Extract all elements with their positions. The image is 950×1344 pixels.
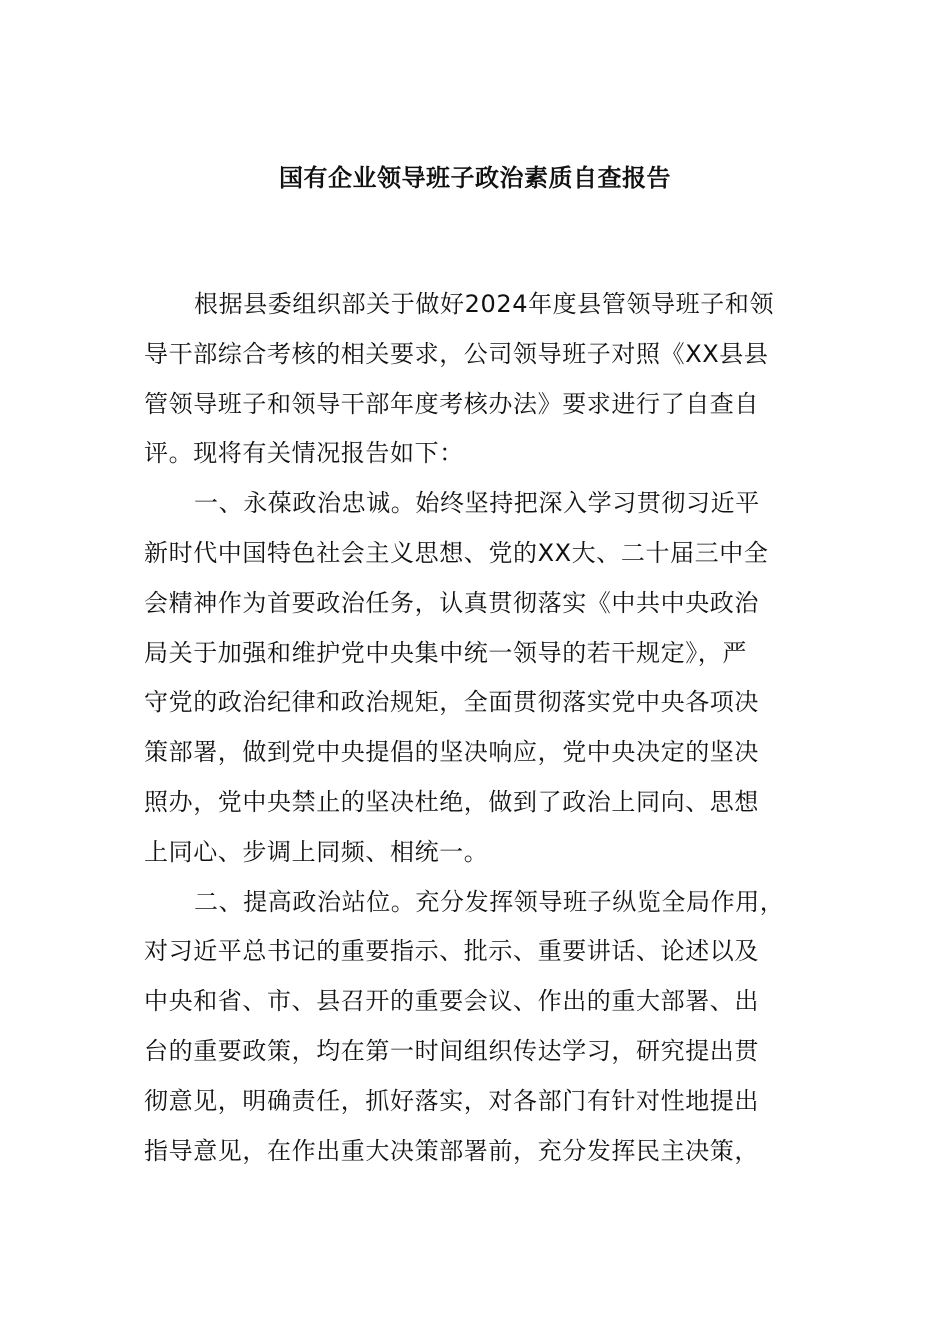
- paragraph-line: 策部署，做到党中央提倡的坚决响应，党中央决定的坚决: [144, 738, 759, 767]
- document-title: 国有企业领导班子政治素质自查报告: [279, 164, 671, 192]
- paragraph-line: 指导意见，在作出重大决策部署前，充分发挥民主决策，: [144, 1136, 759, 1165]
- paragraph-line: 彻意见，明确责任，抓好落实，对各部门有针对性地提出: [144, 1086, 759, 1115]
- paragraph-line: 中央和省、市、县召开的重要会议、作出的重大部署、出: [144, 987, 759, 1016]
- document-body: [144, 280, 834, 1176]
- paragraph-line: 管领导班子和领导干部年度考核办法》要求进行了自查自: [144, 389, 759, 418]
- paragraph-line: 根据县委组织部关于做好2024年度县管领导班子和领: [194, 290, 775, 318]
- paragraph-line: 台的重要政策，均在第一时间组织传达学习，研究提出贯: [144, 1036, 759, 1065]
- paragraph-line: 照办，党中央禁止的坚决杜绝，做到了政治上同向、思想: [144, 787, 759, 816]
- paragraph-line: 会精神作为首要政治任务，认真贯彻落实《中共中央政治: [144, 588, 759, 617]
- paragraph-line: 局关于加强和维护党中央集中统一领导的若干规定》，严: [144, 638, 747, 667]
- paragraph-line: 一、永葆政治忠诚。始终坚持把深入学习贯彻习近平: [194, 489, 760, 518]
- paragraph-line: 守党的政治纪律和政治规矩，全面贯彻落实党中央各项决: [144, 688, 759, 717]
- paragraph-line: 对习近平总书记的重要指示、批示、重要讲话、论述以及: [144, 937, 759, 966]
- paragraph-line: 新时代中国特色社会主义思想、党的XX大、二十届三中全: [144, 538, 769, 567]
- paragraph-line: 评。现将有关情况报告如下：: [144, 439, 464, 468]
- paragraph-line: 上同心、步调上同频、相统一。: [144, 837, 489, 866]
- paragraph-line: 导干部综合考核的相关要求，公司领导班子对照《XX县县: [144, 339, 769, 368]
- paragraph-line: 二、提高政治站位。充分发挥领导班子纵览全局作用，: [194, 887, 785, 916]
